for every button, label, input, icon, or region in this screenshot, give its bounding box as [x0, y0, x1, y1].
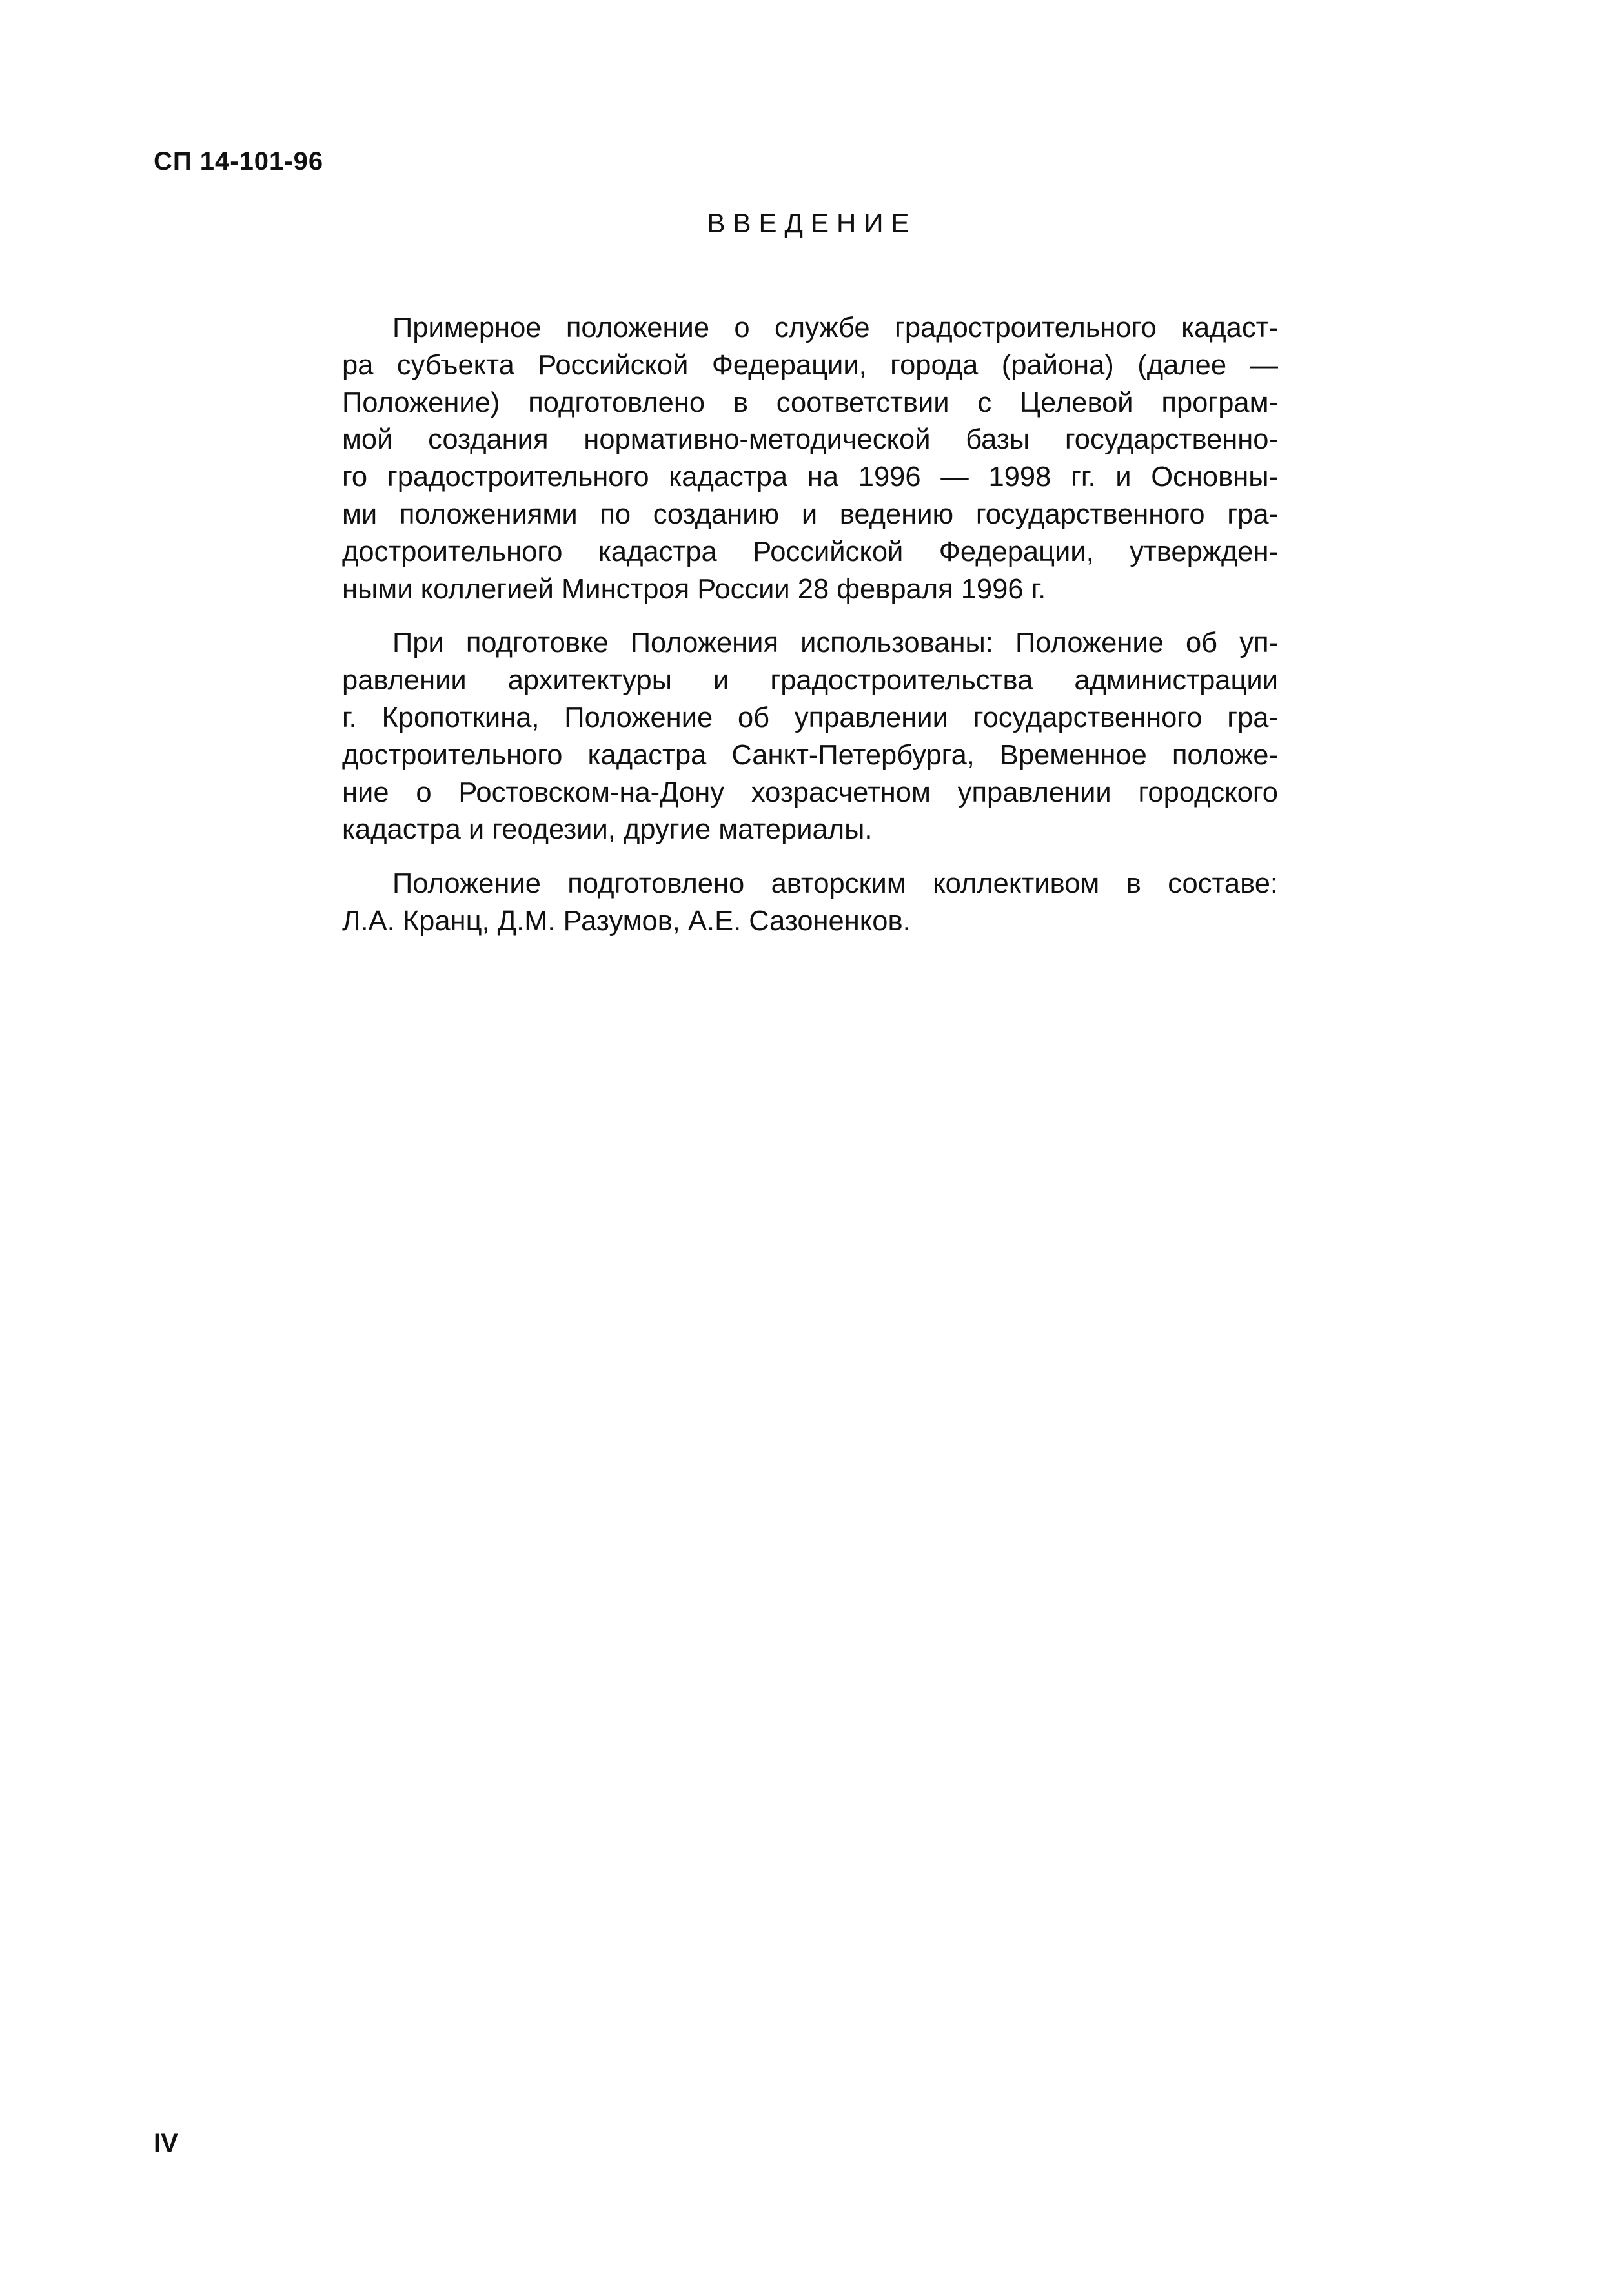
document-code: СП 14-101-96 [154, 147, 324, 176]
text-line: кадастра и геодезии, другие материалы. [342, 814, 873, 846]
paragraph [342, 310, 1278, 608]
text-line: го градостроительного кадастра на 1996 — 1998 гг. и Основны- [342, 462, 1278, 493]
text-line: ми положениями по созданию и ведению государственного гра- [342, 498, 1278, 530]
section-heading: ВВЕДЕНИЕ [707, 208, 917, 238]
text-line: Примерное положение о службе градостроительного кадаст- [392, 312, 1278, 343]
text-line: равлении архитектуры и градостроительства администрации [342, 665, 1278, 697]
text-line: Л.А. Кранц, Д.М. Разумов, А.Е. Сазоненков. [342, 905, 911, 937]
text-line: мой создания нормативно-методической базы государственно- [342, 424, 1278, 456]
paragraph [342, 866, 1278, 941]
text-line: г. Кропоткина, Положение об управлении государственного гра- [342, 702, 1278, 733]
text-line: Положение подготовлено авторским коллективом в составе: [392, 868, 1278, 900]
text-line: достроительного кадастра Санкт-Петербурга, Временное положе- [342, 739, 1278, 771]
text-line: Положение) подготовлено в соответствии с Целевой програм- [342, 387, 1278, 418]
page-number: IV [154, 2129, 178, 2157]
text-line: ными коллегией Минстроя России 28 февраля 1996 г. [342, 573, 1046, 605]
text-line: ра субъекта Российской Федерации, города (района) (далее — [342, 349, 1278, 381]
text-line: При подготовке Положения использованы: Положение об уп- [392, 627, 1278, 659]
paragraph [342, 625, 1278, 849]
text-line: ние о Ростовском-на-Дону хозрасчетном управлении городского [342, 777, 1278, 808]
introduction-text [342, 310, 1278, 957]
text-line: достроительного кадастра Российской Федерации, утвержден- [342, 536, 1278, 567]
